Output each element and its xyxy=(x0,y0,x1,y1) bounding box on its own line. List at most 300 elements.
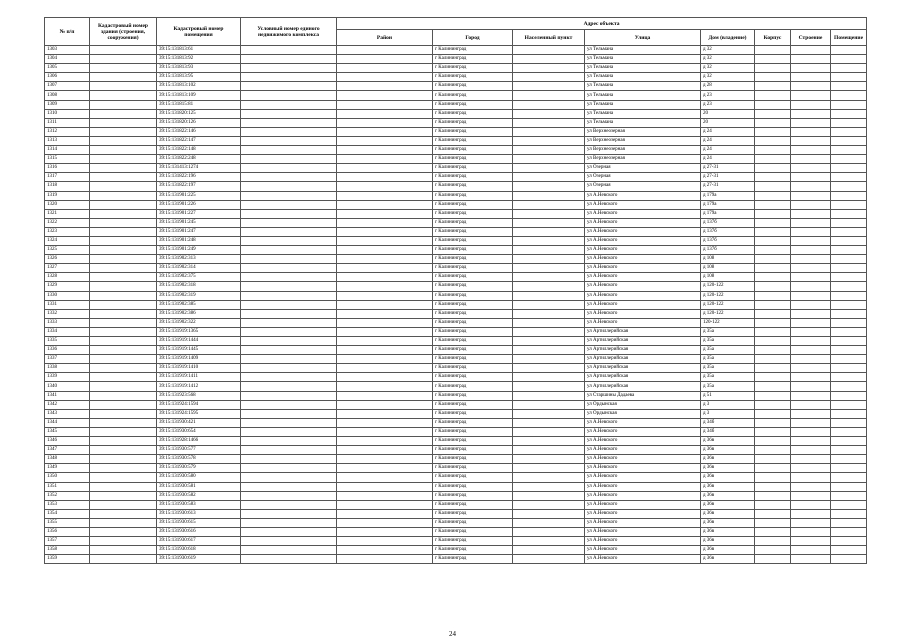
house-cell: д 137б xyxy=(701,227,755,236)
settlement-cell xyxy=(513,555,585,564)
table-row xyxy=(45,382,867,391)
cadastral-building-cell xyxy=(90,455,157,464)
street-cell: ул А.Невского xyxy=(585,500,701,509)
building-cell xyxy=(755,546,791,555)
street-cell: ул Тельмана xyxy=(585,109,701,118)
cadastral-building-cell xyxy=(90,91,157,100)
row-num-cell: 1310 xyxy=(45,109,90,118)
conditional-complex-cell xyxy=(241,91,337,100)
street-cell: ул Артиллерийская xyxy=(585,382,701,391)
district-cell xyxy=(337,409,433,418)
city-cell: г Калининград xyxy=(433,418,513,427)
row-num-cell: 1349 xyxy=(45,464,90,473)
table-row xyxy=(45,218,867,227)
header-district: Район xyxy=(337,30,433,46)
row-num-cell: 1340 xyxy=(45,382,90,391)
table-row xyxy=(45,518,867,527)
conditional-complex-cell xyxy=(241,264,337,273)
row-num-cell: 1346 xyxy=(45,437,90,446)
district-cell xyxy=(337,209,433,218)
district-cell xyxy=(337,273,433,282)
settlement-cell xyxy=(513,364,585,373)
cadastral-premises-cell: 39:15:131901:226 xyxy=(157,200,241,209)
cadastral-premises-cell: 39:15:131930:613 xyxy=(157,509,241,518)
row-num-cell: 1352 xyxy=(45,491,90,500)
house-cell: д 179а xyxy=(701,209,755,218)
conditional-complex-cell xyxy=(241,255,337,264)
cadastral-premises-cell: 39:15:131919:1445 xyxy=(157,346,241,355)
premises-cell xyxy=(831,391,867,400)
cadastral-premises-cell: 39:15:131930:616 xyxy=(157,527,241,536)
structure-cell xyxy=(791,518,831,527)
building-cell xyxy=(755,509,791,518)
structure-cell xyxy=(791,282,831,291)
premises-cell xyxy=(831,91,867,100)
premises-cell xyxy=(831,491,867,500)
cadastral-premises-cell: 39:15:131820:125 xyxy=(157,109,241,118)
structure-cell xyxy=(791,155,831,164)
building-cell xyxy=(755,327,791,336)
street-cell: ул А.Невского xyxy=(585,236,701,245)
district-cell xyxy=(337,537,433,546)
premises-cell xyxy=(831,246,867,255)
city-cell: г Калининград xyxy=(433,200,513,209)
house-cell: д 24 xyxy=(701,146,755,155)
cadastral-premises-cell: 39:15:131813:102 xyxy=(157,82,241,91)
house-cell: д 35а xyxy=(701,373,755,382)
table-row xyxy=(45,391,867,400)
house-cell: д 24 xyxy=(701,136,755,145)
cadastral-building-cell xyxy=(90,191,157,200)
street-cell: ул Артиллерийская xyxy=(585,373,701,382)
cadastral-premises-cell: 39:15:131930:618 xyxy=(157,546,241,555)
table-row xyxy=(45,300,867,309)
settlement-cell xyxy=(513,164,585,173)
settlement-cell xyxy=(513,473,585,482)
premises-cell xyxy=(831,209,867,218)
row-num-cell: 1356 xyxy=(45,527,90,536)
cadastral-building-cell xyxy=(90,446,157,455)
structure-cell xyxy=(791,418,831,427)
cadastral-premises-cell: 39:15:131902:385 xyxy=(157,300,241,309)
conditional-complex-cell xyxy=(241,527,337,536)
cadastral-building-cell xyxy=(90,246,157,255)
row-num-cell: 1339 xyxy=(45,373,90,382)
house-cell: д 32 xyxy=(701,64,755,73)
cadastral-building-cell xyxy=(90,255,157,264)
cadastral-building-cell xyxy=(90,209,157,218)
district-cell xyxy=(337,55,433,64)
structure-cell xyxy=(791,455,831,464)
district-cell xyxy=(337,291,433,300)
structure-cell xyxy=(791,173,831,182)
settlement-cell xyxy=(513,127,585,136)
building-cell xyxy=(755,318,791,327)
row-num-cell: 1343 xyxy=(45,409,90,418)
cadastral-building-cell xyxy=(90,227,157,236)
premises-cell xyxy=(831,182,867,191)
building-cell xyxy=(755,555,791,564)
cadastral-building-cell xyxy=(90,109,157,118)
table-row xyxy=(45,455,867,464)
structure-cell xyxy=(791,255,831,264)
premises-cell xyxy=(831,173,867,182)
building-cell xyxy=(755,482,791,491)
street-cell: ул А.Невского xyxy=(585,437,701,446)
cadastral-premises-cell: 39:15:131813:109 xyxy=(157,91,241,100)
premises-cell xyxy=(831,227,867,236)
city-cell: г Калининград xyxy=(433,527,513,536)
cadastral-building-cell xyxy=(90,482,157,491)
city-cell: г Калининград xyxy=(433,82,513,91)
settlement-cell xyxy=(513,327,585,336)
structure-cell xyxy=(791,355,831,364)
structure-cell xyxy=(791,427,831,436)
city-cell: г Калининград xyxy=(433,146,513,155)
building-cell xyxy=(755,400,791,409)
street-cell: ул Верхнеозерная xyxy=(585,136,701,145)
conditional-complex-cell xyxy=(241,446,337,455)
table-row xyxy=(45,209,867,218)
district-cell xyxy=(337,191,433,200)
cadastral-premises-cell: 39:15:131924:1594 xyxy=(157,400,241,409)
row-num-cell: 1313 xyxy=(45,136,90,145)
house-cell: д 36в xyxy=(701,509,755,518)
building-cell xyxy=(755,155,791,164)
premises-cell xyxy=(831,55,867,64)
cadastral-building-cell xyxy=(90,427,157,436)
conditional-complex-cell xyxy=(241,373,337,382)
header-street: Улица xyxy=(585,30,701,46)
cadastral-building-cell xyxy=(90,546,157,555)
city-cell: г Калининград xyxy=(433,518,513,527)
header-structure: Строение xyxy=(791,30,831,46)
settlement-cell xyxy=(513,409,585,418)
structure-cell xyxy=(791,482,831,491)
premises-cell xyxy=(831,255,867,264)
conditional-complex-cell xyxy=(241,300,337,309)
table-row xyxy=(45,346,867,355)
premises-cell xyxy=(831,337,867,346)
street-cell: ул Тельмана xyxy=(585,118,701,127)
cadastral-building-cell xyxy=(90,100,157,109)
street-cell: ул Артиллерийская xyxy=(585,337,701,346)
cadastral-premises-cell: 39:15:131919:1409 xyxy=(157,355,241,364)
street-cell: ул А.Невского xyxy=(585,518,701,527)
conditional-complex-cell xyxy=(241,209,337,218)
premises-cell xyxy=(831,318,867,327)
street-cell: ул А.Невского xyxy=(585,509,701,518)
city-cell: г Калининград xyxy=(433,236,513,245)
district-cell xyxy=(337,446,433,455)
premises-cell xyxy=(831,364,867,373)
city-cell: г Калининград xyxy=(433,337,513,346)
structure-cell xyxy=(791,164,831,173)
city-cell: г Калининград xyxy=(433,509,513,518)
cadastral-building-cell xyxy=(90,373,157,382)
house-cell: д 35а xyxy=(701,364,755,373)
house-cell: д 35а xyxy=(701,346,755,355)
premises-cell xyxy=(831,155,867,164)
cadastral-premises-cell: 39:15:131930:581 xyxy=(157,482,241,491)
street-cell: ул Верхнеозерная xyxy=(585,146,701,155)
city-cell: г Калининград xyxy=(433,73,513,82)
table-row xyxy=(45,155,867,164)
building-cell xyxy=(755,173,791,182)
city-cell: г Калининград xyxy=(433,373,513,382)
cadastral-building-cell xyxy=(90,555,157,564)
district-cell xyxy=(337,500,433,509)
table-row xyxy=(45,327,867,336)
building-cell xyxy=(755,382,791,391)
cadastral-building-cell xyxy=(90,318,157,327)
table-row xyxy=(45,191,867,200)
premises-cell xyxy=(831,191,867,200)
row-num-cell: 1305 xyxy=(45,64,90,73)
building-cell xyxy=(755,191,791,200)
settlement-cell xyxy=(513,46,585,55)
settlement-cell xyxy=(513,309,585,318)
building-cell xyxy=(755,127,791,136)
cadastral-premises-cell: 39:15:131930:580 xyxy=(157,473,241,482)
street-cell: ул А.Невского xyxy=(585,482,701,491)
structure-cell xyxy=(791,136,831,145)
table-row xyxy=(45,446,867,455)
cadastral-building-cell xyxy=(90,309,157,318)
city-cell: г Калининград xyxy=(433,409,513,418)
building-cell xyxy=(755,55,791,64)
cadastral-premises-cell: 39:15:131930:582 xyxy=(157,491,241,500)
city-cell: г Калининград xyxy=(433,555,513,564)
building-cell xyxy=(755,309,791,318)
cadastral-premises-cell: 39:15:131902:313 xyxy=(157,255,241,264)
cadastral-premises-cell: 39:15:131901:225 xyxy=(157,191,241,200)
structure-cell xyxy=(791,309,831,318)
structure-cell xyxy=(791,437,831,446)
conditional-complex-cell xyxy=(241,64,337,73)
district-cell xyxy=(337,64,433,73)
row-num-cell: 1320 xyxy=(45,200,90,209)
city-cell: г Калининград xyxy=(433,255,513,264)
cadastral-premises-cell: 39:15:131901:247 xyxy=(157,227,241,236)
table-row xyxy=(45,55,867,64)
row-num-cell: 1308 xyxy=(45,91,90,100)
row-num-cell: 1358 xyxy=(45,546,90,555)
building-cell xyxy=(755,291,791,300)
table-header-row xyxy=(45,18,867,30)
cadastral-premises-cell: 39:15:131902:318 xyxy=(157,282,241,291)
conditional-complex-cell xyxy=(241,273,337,282)
city-cell: г Калининград xyxy=(433,118,513,127)
row-num-cell: 1336 xyxy=(45,346,90,355)
building-cell xyxy=(755,282,791,291)
conditional-complex-cell xyxy=(241,146,337,155)
premises-cell xyxy=(831,327,867,336)
conditional-complex-cell xyxy=(241,427,337,436)
structure-cell xyxy=(791,227,831,236)
header-cadastral-building: Кадастровый номер здания (строения, сооружения) xyxy=(90,18,157,46)
settlement-cell xyxy=(513,182,585,191)
district-cell xyxy=(337,155,433,164)
city-cell: г Калининград xyxy=(433,355,513,364)
premises-cell xyxy=(831,500,867,509)
cadastral-premises-cell: 39:15:131930:421 xyxy=(157,418,241,427)
row-num-cell: 1317 xyxy=(45,173,90,182)
premises-cell xyxy=(831,136,867,145)
building-cell xyxy=(755,182,791,191)
structure-cell xyxy=(791,537,831,546)
structure-cell xyxy=(791,464,831,473)
district-cell xyxy=(337,346,433,355)
building-cell xyxy=(755,91,791,100)
settlement-cell xyxy=(513,500,585,509)
row-num-cell: 1347 xyxy=(45,446,90,455)
premises-cell xyxy=(831,200,867,209)
district-cell xyxy=(337,373,433,382)
city-cell: г Калининград xyxy=(433,227,513,236)
settlement-cell xyxy=(513,427,585,436)
conditional-complex-cell xyxy=(241,355,337,364)
street-cell: ул А.Невского xyxy=(585,273,701,282)
cadastral-premises-cell: 39:15:131930:577 xyxy=(157,446,241,455)
row-num-cell: 1337 xyxy=(45,355,90,364)
city-cell: г Калининград xyxy=(433,91,513,100)
premises-cell xyxy=(831,555,867,564)
row-num-cell: 1324 xyxy=(45,236,90,245)
header-city: Город xyxy=(433,30,513,46)
district-cell xyxy=(337,518,433,527)
structure-cell xyxy=(791,73,831,82)
settlement-cell xyxy=(513,173,585,182)
row-num-cell: 1333 xyxy=(45,318,90,327)
district-cell xyxy=(337,300,433,309)
table-row xyxy=(45,46,867,55)
cadastral-premises-cell: 39:15:131930:654 xyxy=(157,427,241,436)
building-cell xyxy=(755,473,791,482)
structure-cell xyxy=(791,200,831,209)
city-cell: г Калининград xyxy=(433,46,513,55)
district-cell xyxy=(337,555,433,564)
table-row xyxy=(45,409,867,418)
building-cell xyxy=(755,446,791,455)
city-cell: г Калининград xyxy=(433,318,513,327)
structure-cell xyxy=(791,100,831,109)
conditional-complex-cell xyxy=(241,246,337,255)
street-cell: ул А.Невского xyxy=(585,264,701,273)
settlement-cell xyxy=(513,300,585,309)
settlement-cell xyxy=(513,391,585,400)
cadastral-building-cell xyxy=(90,418,157,427)
row-num-cell: 1334 xyxy=(45,327,90,336)
premises-cell xyxy=(831,418,867,427)
city-cell: г Калининград xyxy=(433,291,513,300)
row-num-cell: 1359 xyxy=(45,555,90,564)
settlement-cell xyxy=(513,482,585,491)
cadastral-building-cell xyxy=(90,346,157,355)
conditional-complex-cell xyxy=(241,364,337,373)
house-cell: д 120-122 xyxy=(701,300,755,309)
street-cell: ул А.Невского xyxy=(585,300,701,309)
settlement-cell xyxy=(513,55,585,64)
table-row xyxy=(45,173,867,182)
street-cell: ул А.Невского xyxy=(585,282,701,291)
conditional-complex-cell xyxy=(241,546,337,555)
settlement-cell xyxy=(513,446,585,455)
cadastral-building-cell xyxy=(90,400,157,409)
settlement-cell xyxy=(513,136,585,145)
row-num-cell: 1309 xyxy=(45,100,90,109)
district-cell xyxy=(337,318,433,327)
header-premises: Помещение xyxy=(831,30,867,46)
structure-cell xyxy=(791,555,831,564)
district-cell xyxy=(337,527,433,536)
city-cell: г Калининград xyxy=(433,346,513,355)
city-cell: г Калининград xyxy=(433,136,513,145)
structure-cell xyxy=(791,337,831,346)
structure-cell xyxy=(791,327,831,336)
building-cell xyxy=(755,200,791,209)
table-row xyxy=(45,337,867,346)
district-cell xyxy=(337,355,433,364)
structure-cell xyxy=(791,209,831,218)
street-cell: ул А.Невского xyxy=(585,255,701,264)
street-cell: ул А.Невского xyxy=(585,537,701,546)
building-cell xyxy=(755,136,791,145)
row-num-cell: 1312 xyxy=(45,127,90,136)
row-num-cell: 1323 xyxy=(45,227,90,236)
conditional-complex-cell xyxy=(241,482,337,491)
structure-cell xyxy=(791,491,831,500)
house-cell: д 36в xyxy=(701,455,755,464)
conditional-complex-cell xyxy=(241,500,337,509)
premises-cell xyxy=(831,282,867,291)
house-cell: д 35а xyxy=(701,327,755,336)
table-row xyxy=(45,109,867,118)
building-cell xyxy=(755,418,791,427)
row-num-cell: 1318 xyxy=(45,182,90,191)
settlement-cell xyxy=(513,91,585,100)
district-cell xyxy=(337,337,433,346)
table-row xyxy=(45,527,867,536)
row-num-cell: 1344 xyxy=(45,418,90,427)
building-cell xyxy=(755,146,791,155)
settlement-cell xyxy=(513,273,585,282)
settlement-cell xyxy=(513,236,585,245)
city-cell: г Калининград xyxy=(433,182,513,191)
settlement-cell xyxy=(513,155,585,164)
row-num-cell: 1357 xyxy=(45,537,90,546)
table-row xyxy=(45,255,867,264)
cadastral-premises-cell: 39:15:131919:1412 xyxy=(157,382,241,391)
building-cell xyxy=(755,427,791,436)
cadastral-premises-cell: 39:15:131901:248 xyxy=(157,236,241,245)
premises-cell xyxy=(831,355,867,364)
settlement-cell xyxy=(513,100,585,109)
conditional-complex-cell xyxy=(241,391,337,400)
conditional-complex-cell xyxy=(241,455,337,464)
house-cell: д 137б xyxy=(701,246,755,255)
cadastral-premises-cell: 39:15:131813:92 xyxy=(157,55,241,64)
structure-cell xyxy=(791,382,831,391)
house-cell: д 36в xyxy=(701,537,755,546)
row-num-cell: 1353 xyxy=(45,500,90,509)
house-cell: д 28 xyxy=(701,82,755,91)
cadastral-premises-cell: 39:15:131902:319 xyxy=(157,291,241,300)
structure-cell xyxy=(791,291,831,300)
structure-cell xyxy=(791,64,831,73)
street-cell: ул Артиллерийская xyxy=(585,364,701,373)
cadastral-premises-cell: 39:15:131822:248 xyxy=(157,155,241,164)
